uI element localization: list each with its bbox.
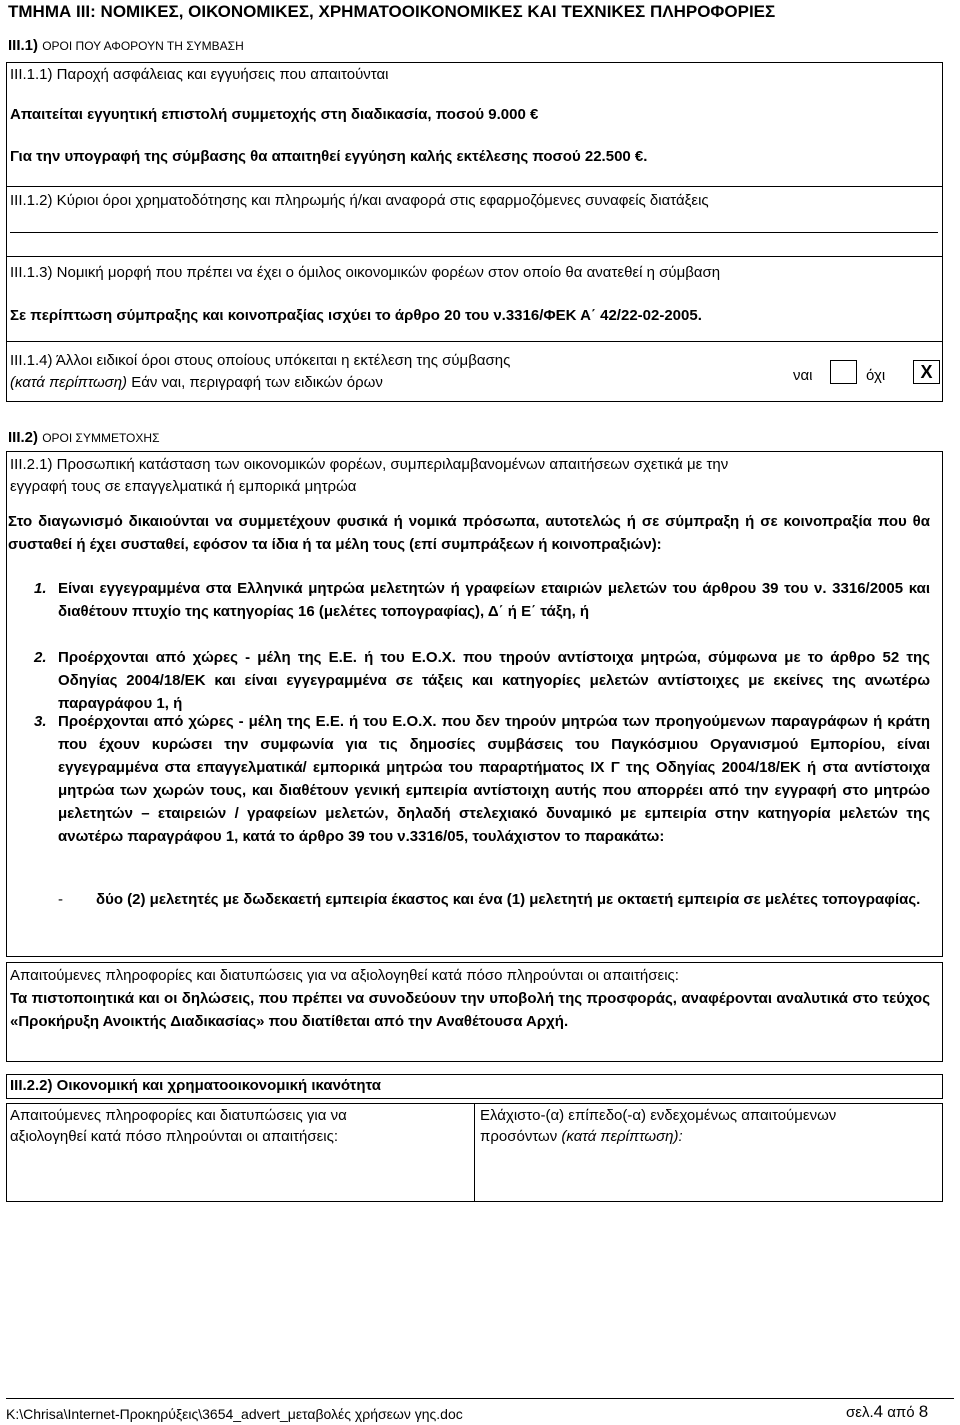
- item-2-number: 2.: [34, 649, 47, 666]
- blank-line: [10, 232, 938, 233]
- section-code: III.1): [8, 37, 39, 54]
- dash-text: δύο (2) μελετητές με δωδεκαετή εμπειρία έκαστος και ένα (1) μελετητή με οκταετή εμπειρία σε μελέτες τοπογραφίας.: [96, 891, 921, 908]
- item-3-text: Προέρχονται από χώρες - μέλη της Ε.Ε. ή του Ε.Ο.Χ. που δεν τηρούν μητρώα των προηγούμενων παραγράφων ή κράτη που έχουν κυρώσει την συμφωνία για τις δημοσίες συμβάσεις του Παγκόσμιου Οργανισμού Εμπορίου, είναι εγγεγραμμένα στα επαγγελματικά/ εμπορικά μητρώα του παραρτήματος ΙΧ Γ της Οδηγίας 2004/18/ΕΚ ή στα αντίστοιχα μητρώα των χωρών τους, και διαθέτουν γενική εμπειρία αντίστοιχη αυτής που απορρέει από την εγγραφή στο μητρώο μελετητών – εταιρειών / γραφείων μελετών, δηλαδή στελεχιακό δυναμικό με εμπειρία στην κατηγορία μελετών της ανωτέρω παραγράφου 1, κατά το άρθρο 39 του ν.3316/05, τουλάχιστον το παρακάτω:: [58, 713, 930, 845]
- divider: [6, 341, 943, 342]
- s122-left-1: Απαιτούμενες πληροφορίες και διατυπώσεις για να: [10, 1107, 347, 1124]
- s122-right-1: Ελάχιστο-(α) επίπεδο(-α) ενδεχομένως απαιτούμενων: [480, 1107, 837, 1124]
- s114-heading: ΙΙΙ.1.4) Άλλοι ειδικοί όροι στους οποίους υπόκειται η εκτέλεση της σύμβασης: [10, 352, 511, 369]
- s111-heading: ΙΙΙ.1.1) Παροχή ασφάλειας και εγγυήσεις που απαιτούνται: [10, 66, 389, 83]
- divider: [6, 256, 943, 257]
- s121-heading-1: ΙΙΙ.2.1) Προσωπική κατάσταση των οικονομικών φορέων, συμπεριλαμβανομένων απαιτήσεων σχετικά με την: [10, 456, 729, 473]
- s114-italic: (κατά περίπτωση): [10, 374, 128, 391]
- s114-rest: περιγραφή των ειδικών όρων: [185, 374, 383, 391]
- section-label: ΟΡΟΙ ΣΥΜΜΕΤΟΧΗΣ: [42, 431, 160, 445]
- s122-right-italic: (κατά περίπτωση):: [561, 1128, 683, 1145]
- page-mid: από: [883, 1404, 919, 1421]
- s113-text: Σε περίπτωση σύμπραξης και κοινοπραξίας ισχύει το άρθρο 20 του ν.3316/ΦΕΚ Α΄ 42/22-02-2005.: [10, 307, 702, 324]
- item-3-number: 3.: [34, 713, 47, 730]
- item-1-number: 1.: [34, 580, 47, 597]
- s122-heading: ΙΙΙ.2.2) Οικονομική και χρηματοοικονομική ικανότητα: [10, 1077, 382, 1094]
- page-prefix: σελ.: [846, 1404, 874, 1421]
- footer-path: K:\Chrisa\Internet-Προκηρύξεις\3654_advert_μεταβολές χρήσεων γης.doc: [6, 1406, 463, 1422]
- section-title-iii2: [8, 428, 159, 448]
- s122-left-2: αξιολογηθεί κατά πόσο πληρούνται οι απαιτήσεις:: [10, 1128, 339, 1145]
- s111-bid-guarantee: [10, 104, 538, 126]
- page-number: [846, 1402, 928, 1423]
- info-text: Τα πιστοποιητικά και οι δηλώσεις, που πρέπει να συνοδεύουν την υποβολή της προσφοράς, αναφέρονται αναλυτικά στο τεύχος «Προκήρυξη Ανοικτής Διαδικασίας» που διατίθεται από την Αναθέτουσα Αρχή.: [10, 990, 930, 1030]
- section-code: III.2): [8, 429, 39, 446]
- item-2-text: Προέρχονται από χώρες - μέλη της Ε.Ε. ή του Ε.Ο.Χ. που τηρούν αντίστοιχα μητρώα, σύμφωνα με το άρθρο 52 της Οδηγίας 2004/18/ΕΚ και είναι εγγεγραμμένα σε τάξεις και κατηγορίες μελετών αντίστοιχες με εκείνες της ανωτέρω παραγράφου 1, ή: [58, 649, 930, 712]
- s121-intro: Στο διαγωνισμό δικαιούνται να συμμετέχουν φυσικά ή νομικά πρόσωπα, αυτοτελώς ή σε σύμπραξη ή σε κοινοπραξία που θα συσταθεί ή έχει συσταθεί, εφόσον τα ίδια ή τα μέλη τους (επί συμπράξεων ή κοινοπραξιών):: [8, 513, 930, 553]
- item-1-text: Είναι εγγεγραμμένα στα Ελληνικά μητρώα μελετητών ή γραφείων εταιριών μελετών του άρθρου 39 του ν. 3316/2005 και διαθέτουν πτυχίο της κατηγορίας 16 (μελέτες τοπογραφίας), Δ΄ ή Ε΄ τάξη, ή: [58, 580, 930, 620]
- no-label: όχι: [866, 367, 886, 384]
- s114-bold: Εάν ναι,: [127, 374, 186, 391]
- section-title-iii1: [8, 36, 244, 56]
- page-title: ΤΜΗΜΑ ΙΙΙ: ΝΟΜΙΚΕΣ, ΟΙΚΟΝΟΜΙΚΕΣ, ΧΡΗΜΑΤΟΟΙΚΟΝΟΜΙΚΕΣ ΚΑΙ ΤΕΧΝΙΚΕΣ ΠΛΗΡΟΦΟΡΙΕΣ: [8, 2, 776, 21]
- yes-checkbox[interactable]: [830, 360, 857, 384]
- s111-performance-guarantee: [10, 146, 647, 168]
- s111-line2: Για την υπογραφή της σύμβασης θα απαιτηθεί εγγύηση καλής εκτέλεσης ποσού 22.500: [10, 148, 631, 165]
- table-divider: [474, 1103, 475, 1202]
- page-current: 4: [873, 1402, 884, 1421]
- s122-right-2: [480, 1126, 683, 1148]
- s114-subline: [10, 372, 383, 394]
- euro-sign: €: [634, 148, 644, 165]
- info-label: Απαιτούμενες πληροφορίες και διατυπώσεις για να αξιολογηθεί κατά πόσο πληρούνται οι απαιτήσεις:: [10, 967, 679, 984]
- page-total: 8: [918, 1402, 929, 1421]
- footer-rule: [6, 1398, 954, 1399]
- s111-line1: Απαιτείται εγγυητική επιστολή συμμετοχής στη διαδικασία, ποσού 9.000: [10, 106, 526, 123]
- s113-heading: ΙΙΙ.1.3) Νομική μορφή που πρέπει να έχει ο όμιλος οικονομικών φορέων στον οποίο θα ανατεθεί η σύμβαση: [10, 264, 721, 281]
- section-label: ΟΡΟΙ ΠΟΥ ΑΦΟΡΟΥΝ ΤΗ ΣΥΜΒΑΣΗ: [42, 39, 244, 53]
- yes-label: ναι: [793, 367, 813, 384]
- divider: [6, 186, 943, 187]
- s122-right-plain: προσόντων: [480, 1128, 562, 1145]
- dash-bullet: -: [58, 891, 63, 908]
- euro-sign: €: [530, 106, 539, 123]
- s112-heading: ΙΙΙ.1.2) Κύριοι όροι χρηματοδότησης και πληρωμής ή/και αναφορά στις εφαρμοζόμενες συναφείς διατάξεις: [10, 192, 709, 209]
- dot: .: [643, 148, 648, 165]
- s121-heading-2: εγγραφή τους σε επαγγελματικά ή εμπορικά μητρώα: [10, 478, 357, 495]
- no-checkbox[interactable]: X: [913, 360, 940, 384]
